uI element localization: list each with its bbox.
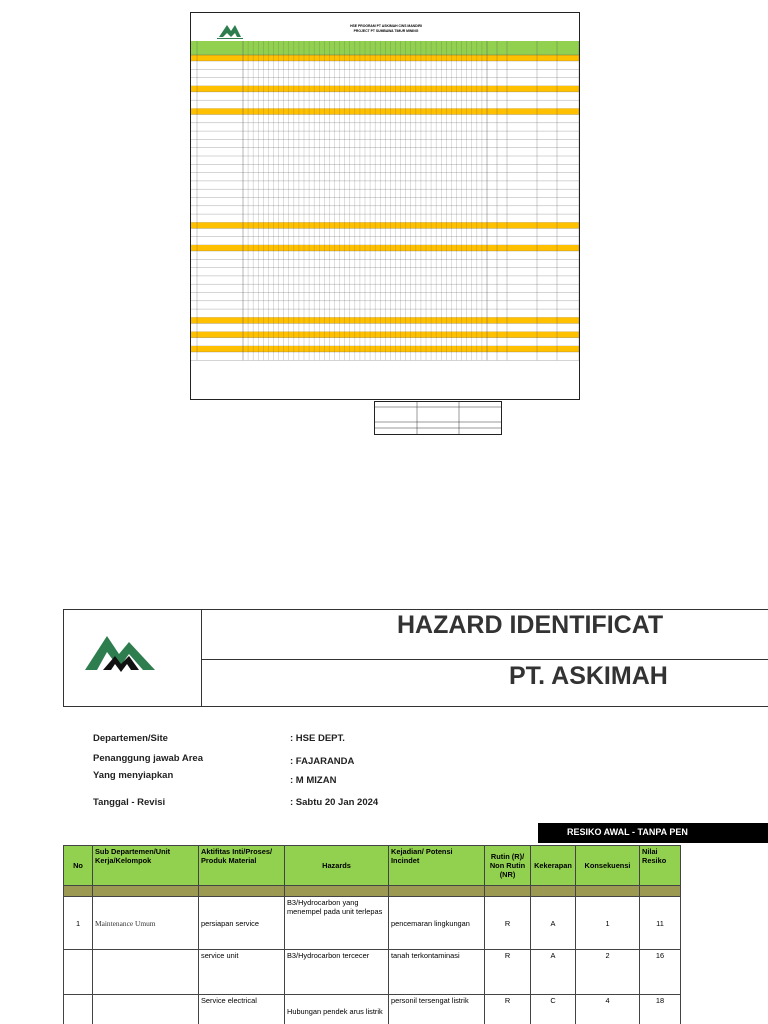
col-header-frequency: Kekerapan [531, 846, 576, 886]
cell-no: 1 [64, 897, 93, 950]
meta-label-department: Departemen/Site [93, 733, 168, 744]
cell-risk-value: 18 [640, 995, 681, 1024]
col-header-hazards: Hazards [285, 846, 389, 886]
company-logo-icon [209, 17, 249, 41]
cell-consequence: 1 [576, 897, 640, 950]
meta-value-prepared-by: : M MIZAN [290, 775, 337, 786]
cell-hazard: B3/Hydrocarbon tercecer [285, 950, 389, 995]
cell-no [64, 950, 93, 995]
cell-frequency: A [531, 897, 576, 950]
cell-unit [93, 995, 199, 1024]
cell-hazard: B3/Hydrocarbon yang menempel pada unit terlepas [285, 897, 389, 950]
table-row [64, 995, 681, 1024]
cell-unit [93, 950, 199, 995]
company-logo-icon [81, 626, 159, 682]
col-header-risk-value: Nilai Resiko [640, 846, 681, 886]
hazard-table [63, 845, 681, 1024]
cell-incident: tanah terkontaminasi [389, 950, 485, 995]
table-band-row [64, 886, 681, 897]
meta-value-area-owner: : FAJARANDA [290, 756, 355, 767]
sheet-title: HSE PROGRAM PT ASKIMAH CWS MANDIRI [350, 24, 422, 28]
cell-unit: Maintenance Umum [93, 897, 199, 950]
cell-activity: service unit [199, 950, 285, 995]
cell-routine: R [485, 897, 531, 950]
hse-program-sheet [190, 12, 580, 400]
meta-value-department: : HSE DEPT. [290, 733, 345, 744]
cell-consequence: 4 [576, 995, 640, 1024]
col-header-no: No [64, 846, 93, 886]
initial-risk-label: RESIKO AWAL - TANPA PEN [567, 827, 688, 837]
header-divider [201, 609, 202, 707]
meta-label-date-revision: Tanggal - Revisi [93, 797, 166, 808]
cell-routine: R [485, 995, 531, 1024]
cell-activity: persiapan service [199, 897, 285, 950]
signature-box [374, 401, 502, 435]
cell-incident: personil tersengat listrik [389, 995, 485, 1024]
document-title: HAZARD IDENTIFICAT [397, 611, 664, 639]
company-name: PT. ASKIMAH [509, 662, 668, 690]
meta-label-area-owner: Penanggung jawab Area [93, 753, 203, 764]
col-header-activity: Aktifitas Inti/Proses/ Produk Material [199, 846, 285, 886]
cell-activity: Service electrical [199, 995, 285, 1024]
cell-incident: pencemaran lingkungan [389, 897, 485, 950]
cell-routine: R [485, 950, 531, 995]
cell-frequency: C [531, 995, 576, 1024]
cell-frequency: A [531, 950, 576, 995]
initial-risk-banner [538, 823, 768, 843]
cell-no [64, 995, 93, 1024]
cell-consequence: 2 [576, 950, 640, 995]
col-header-incident: Kejadian/ Potensi Incindet [389, 846, 485, 886]
program-schedule-grid [191, 41, 579, 386]
hazard-identification-page [63, 609, 768, 1024]
meta-label-prepared-by: Yang menyiapkan [93, 770, 174, 781]
cell-risk-value: 11 [640, 897, 681, 950]
meta-value-date-revision: : Sabtu 20 Jan 2024 [290, 797, 379, 808]
cell-hazard: Hubungan pendek arus listrik [285, 995, 389, 1024]
col-header-routine: Rutin (R)/ Non Rutin (NR) [485, 846, 531, 886]
table-header-row [64, 846, 681, 886]
cell-risk-value: 16 [640, 950, 681, 995]
col-header-unit: Sub Departemen/Unit Kerja/Kelompok [93, 846, 199, 886]
col-header-consequence: Konsekuensi [576, 846, 640, 886]
header-divider [201, 659, 768, 660]
sheet-subtitle: PROJECT PT SUMBAWA TIMUR MINING [353, 29, 419, 33]
signature-grid [375, 402, 501, 434]
table-row [64, 950, 681, 995]
table-row [64, 897, 681, 950]
